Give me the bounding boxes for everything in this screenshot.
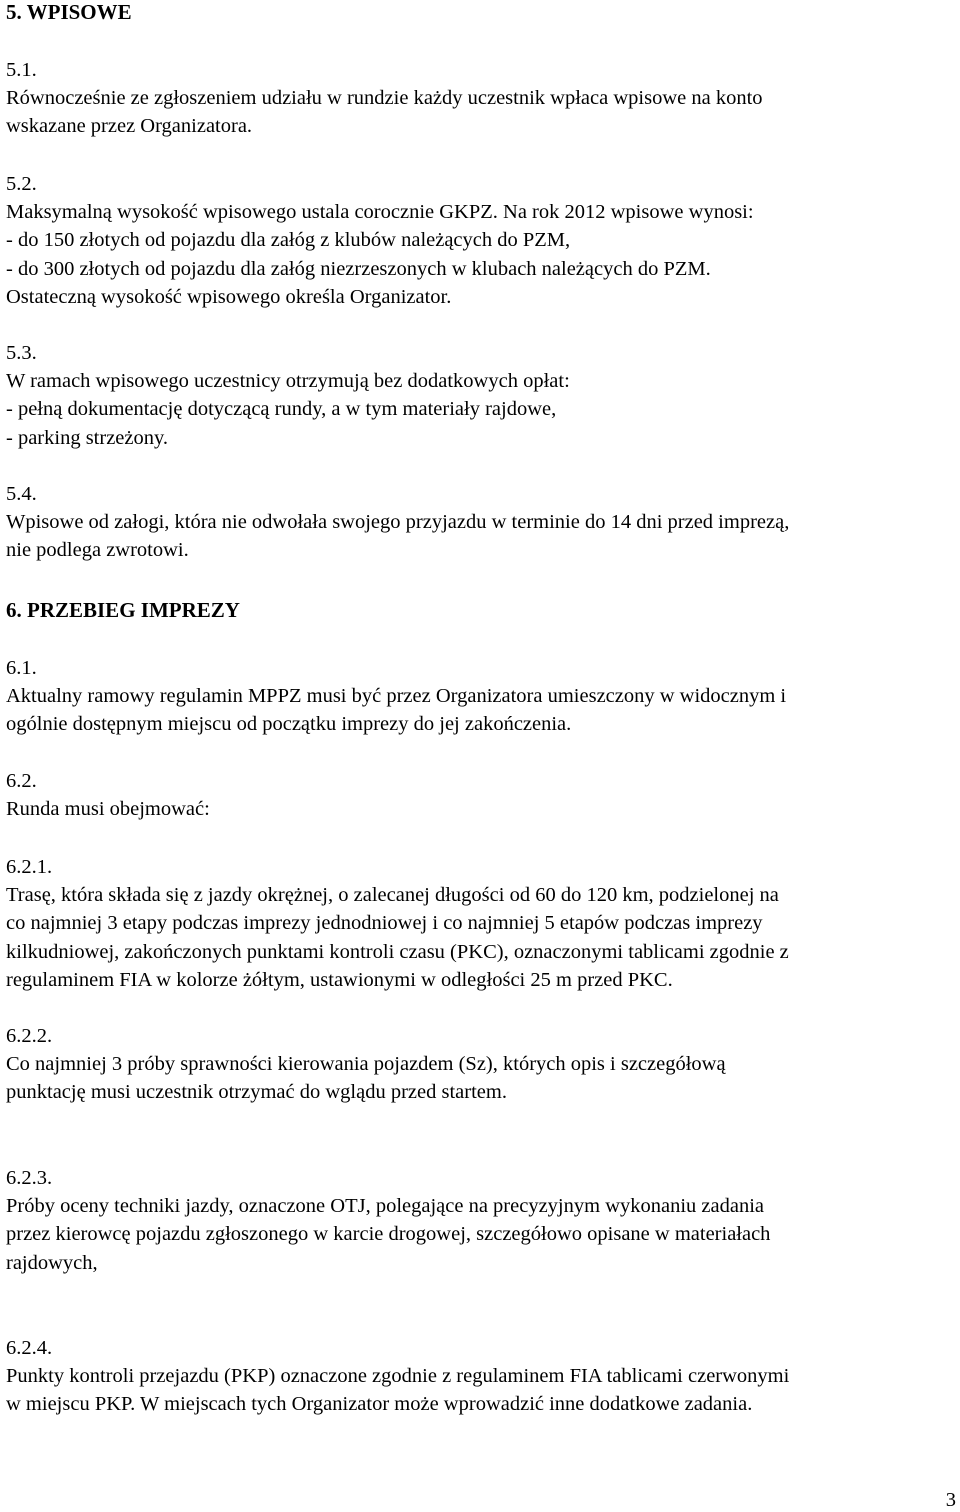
- paragraph-line: W ramach wpisowego uczestnicy otrzymują bez dodatkowych opłat:: [6, 370, 570, 393]
- paragraph-number: 6.2.2.: [6, 1025, 53, 1047]
- paragraph-line: regulaminem FIA w kolorze żółtym, ustawionymi w odległości 25 m przed PKC.: [6, 968, 673, 991]
- paragraph-number: 6.2.3.: [6, 1167, 53, 1189]
- paragraph-line: przez kierowcę pojazdu zgłoszonego w karcie drogowej, szczegółowo opisane w materiałach: [6, 1223, 771, 1246]
- paragraph-6-1: [6, 654, 954, 739]
- paragraph-6-2-3: [6, 1164, 954, 1277]
- section-heading-6: 6. PRZEBIEG IMPREZY: [6, 598, 240, 622]
- paragraph-line: Równocześnie ze zgłoszeniem udziału w rundzie każdy uczestnik wpłaca wpisowe na konto: [6, 87, 763, 110]
- paragraph-line: kilkudniowej, zakończonych punktami kontroli czasu (PKC), oznaczonymi tablicami zgodnie z: [6, 940, 789, 963]
- paragraph-line: co najmniej 3 etapy podczas imprezy jednodniowej i co najmniej 5 etapów podczas imprezy: [6, 912, 763, 935]
- paragraph-5-3: [6, 339, 954, 452]
- page-number: 3: [945, 1489, 956, 1511]
- paragraph-6-2-1: [6, 853, 954, 994]
- paragraph-6-2: [6, 767, 954, 823]
- paragraph-number: 5.4.: [6, 483, 37, 505]
- paragraph-line: w miejscu PKP. W miejscach tych Organizator może wprowadzić inne dodatkowe zadania.: [6, 1393, 753, 1416]
- paragraph-line: wskazane przez Organizatora.: [6, 115, 253, 138]
- paragraph-number: 5.2.: [6, 173, 37, 195]
- paragraph-line: Ostateczną wysokość wpisowego określa Organizator.: [6, 285, 452, 308]
- paragraph-line: - do 150 złotych od pojazdu dla załóg z klubów należących do PZM,: [6, 229, 571, 252]
- paragraph-line: Aktualny ramowy regulamin MPPZ musi być przez Organizatora umieszczony w widocznym i: [6, 685, 787, 708]
- paragraph-line: rajdowych,: [6, 1251, 98, 1274]
- paragraph-number: 6.2.: [6, 770, 37, 792]
- paragraph-5-4: [6, 480, 954, 565]
- paragraph-line: Trasę, która składa się z jazdy okrężnej, o zalecanej długości od 60 do 120 km, podzielonej na: [6, 884, 779, 907]
- paragraph-line: - do 300 złotych od pojazdu dla załóg niezrzeszonych w klubach należących do PZM.: [6, 257, 711, 280]
- paragraph-line: Co najmniej 3 próby sprawności kierowania pojazdem (Sz), których opis i szczegółową: [6, 1053, 726, 1076]
- paragraph-number: 6.2.1.: [6, 856, 53, 878]
- paragraph-number: 5.3.: [6, 342, 37, 364]
- paragraph-line: - pełną dokumentację dotyczącą rundy, a w tym materiały rajdowe,: [6, 398, 557, 421]
- paragraph-line: Próby oceny techniki jazdy, oznaczone OTJ, polegające na precyzyjnym wykonaniu zadania: [6, 1195, 765, 1218]
- paragraph-line: punktację musi uczestnik otrzymać do wglądu przed startem.: [6, 1081, 507, 1104]
- paragraph-line: Punkty kontroli przejazdu (PKP) oznaczone zgodnie z regulaminem FIA tablicami czerwonymi: [6, 1365, 790, 1388]
- paragraph-line: nie podlega zwrotowi.: [6, 539, 189, 562]
- paragraph-number: 6.2.4.: [6, 1337, 53, 1359]
- paragraph-line: Wpisowe od załogi, która nie odwołała swojego przyjazdu w terminie do 14 dni przed imprezą,: [6, 511, 790, 534]
- paragraph-line: Runda musi obejmować:: [6, 798, 210, 821]
- paragraph-5-2: [6, 170, 954, 311]
- section-heading-5: 5. WPISOWE: [6, 0, 132, 24]
- paragraph-line: ogólnie dostępnym miejscu od początku imprezy do jej zakończenia.: [6, 713, 572, 736]
- paragraph-5-1: [6, 56, 954, 141]
- paragraph-number: 6.1.: [6, 657, 37, 679]
- paragraph-6-2-4: [6, 1334, 954, 1419]
- paragraph-number: 5.1.: [6, 59, 37, 81]
- paragraph-6-2-2: [6, 1022, 954, 1107]
- paragraph-line: Maksymalną wysokość wpisowego ustala corocznie GKPZ. Na rok 2012 wpisowe wynosi:: [6, 201, 754, 224]
- paragraph-line: - parking strzeżony.: [6, 426, 169, 449]
